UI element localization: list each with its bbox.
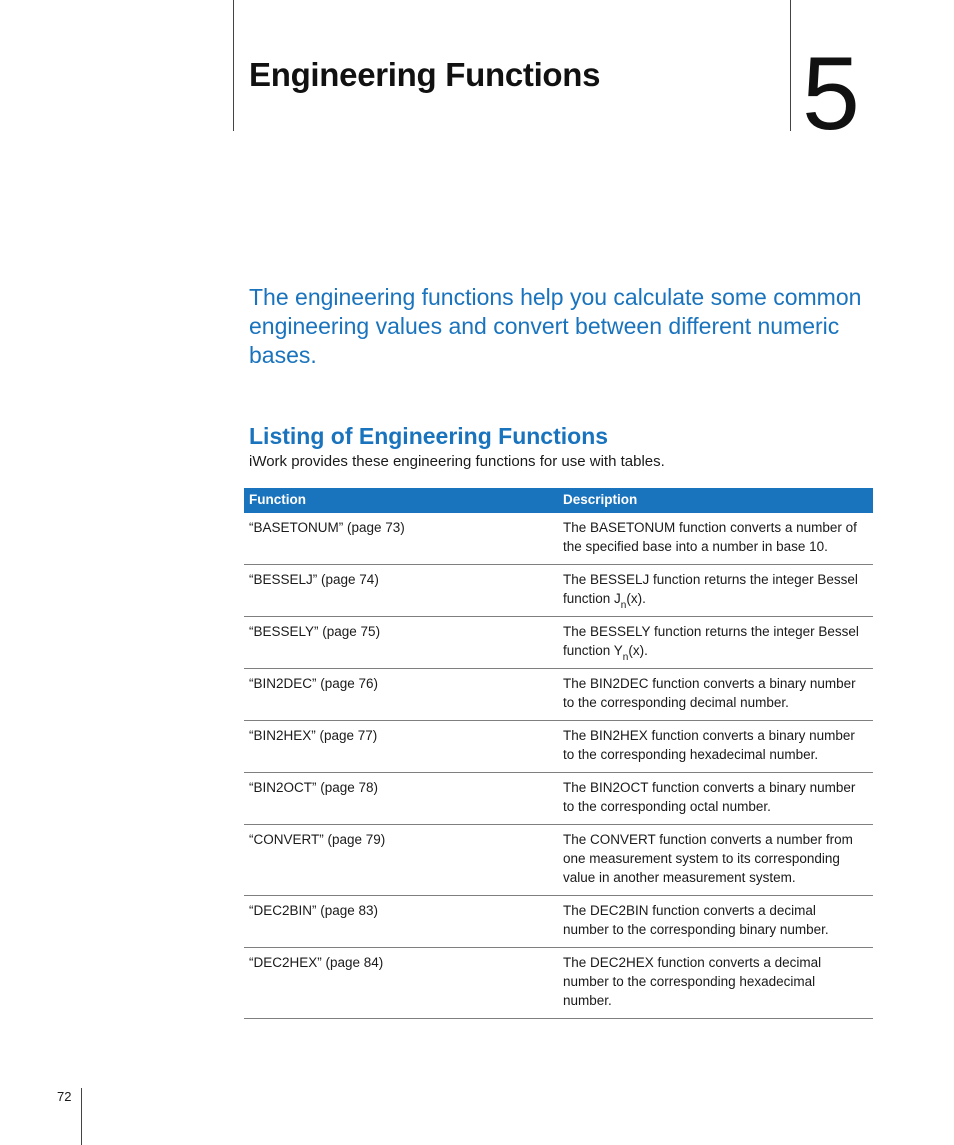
functions-table: [244, 488, 873, 1019]
function-description: The CONVERT function converts a number from one measurement system to its corresponding value in another measurement system.: [558, 825, 873, 896]
function-link[interactable]: “DEC2HEX” (page 84): [244, 948, 558, 1019]
description-text: The BESSELY function returns the integer Bessel function Y: [563, 624, 859, 658]
description-text: (x).: [628, 643, 648, 658]
table-row: [244, 669, 873, 721]
function-description: [558, 565, 873, 617]
table-header-row: [244, 488, 873, 513]
subscript: n: [620, 600, 627, 611]
footer-rule: [81, 1088, 82, 1145]
subscript: n: [622, 652, 629, 663]
chapter-rule-right: [790, 0, 791, 131]
function-link[interactable]: “DEC2BIN” (page 83): [244, 896, 558, 948]
function-link[interactable]: “BIN2HEX” (page 77): [244, 721, 558, 773]
table-row: [244, 948, 873, 1019]
function-description: The BIN2HEX function converts a binary number to the corresponding hexadecimal number.: [558, 721, 873, 773]
section-lead: iWork provides these engineering functions for use with tables.: [249, 453, 665, 470]
header-function: Function: [244, 488, 558, 513]
chapter-number: 5: [802, 36, 860, 152]
table-row: [244, 896, 873, 948]
function-link[interactable]: “BIN2OCT” (page 78): [244, 773, 558, 825]
function-link[interactable]: “BIN2DEC” (page 76): [244, 669, 558, 721]
function-description: The DEC2HEX function converts a decimal number to the corresponding hexadecimal number.: [558, 948, 873, 1019]
section-heading: Listing of Engineering Functions: [249, 423, 609, 449]
table-row: [244, 513, 873, 565]
description-text: (x).: [626, 591, 646, 606]
table-row: [244, 773, 873, 825]
function-description: The BIN2DEC function converts a binary number to the corresponding decimal number.: [558, 669, 873, 721]
description-text: The BESSELJ function returns the integer Bessel function J: [563, 572, 858, 606]
chapter-title: Engineering Functions: [249, 56, 601, 93]
table-row: [244, 617, 873, 669]
page-number: 72: [57, 1089, 72, 1104]
chapter-intro: The engineering functions help you calculate some common engineering values and convert between different numeric bases.: [249, 284, 862, 368]
function-link[interactable]: “CONVERT” (page 79): [244, 825, 558, 896]
function-description: [558, 617, 873, 669]
table-row: [244, 565, 873, 617]
function-link[interactable]: “BESSELJ” (page 74): [244, 565, 558, 617]
table-row: [244, 721, 873, 773]
function-description: The DEC2BIN function converts a decimal number to the corresponding binary number.: [558, 896, 873, 948]
chapter-rule-left: [233, 0, 234, 131]
function-description: The BASETONUM function converts a number of the specified base into a number in base 10.: [558, 513, 873, 565]
function-link[interactable]: “BESSELY” (page 75): [244, 617, 558, 669]
header-description: Description: [558, 488, 873, 513]
function-link[interactable]: “BASETONUM” (page 73): [244, 513, 558, 565]
function-description: The BIN2OCT function converts a binary number to the corresponding octal number.: [558, 773, 873, 825]
table-row: [244, 825, 873, 896]
